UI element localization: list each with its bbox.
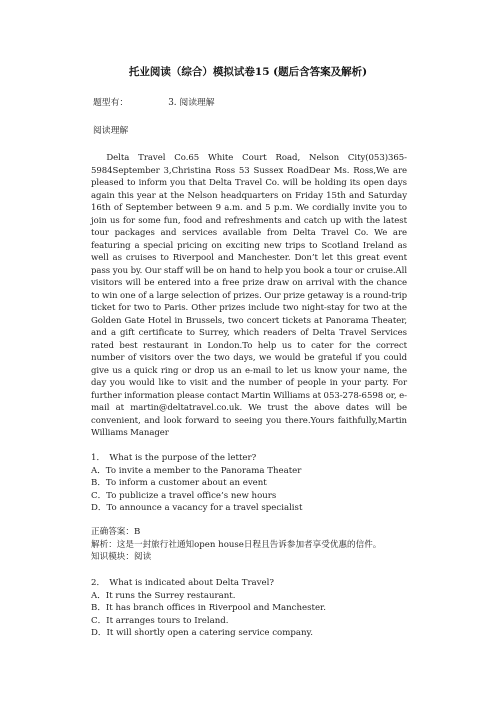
question-type-label: 题型有： <box>93 98 129 108</box>
document-title: 托业阅读（综合）模拟试卷15 (题后含答案及解析) <box>128 66 368 78</box>
question-2 <box>91 577 421 640</box>
question-stem: 1． What is the purpose of the letter? <box>91 453 257 463</box>
option-b: B．It has branch offices in Riverpool and Manchester. <box>91 603 326 613</box>
answer-analysis: 解析：这是一封旅行社通知open house日程且告诉参加者享受优惠的信件。 <box>91 539 382 550</box>
knowledge-module: 知识模块：阅读 <box>91 552 152 562</box>
option-c: C．It arranges tours to Ireland. <box>91 615 229 626</box>
option-c: C．To publicize a travel office’s new hours <box>91 490 277 501</box>
option-d: D．It will shortly open a catering service company. <box>91 628 313 638</box>
section-heading: 阅读理解 <box>93 126 129 136</box>
answer-block-1 <box>91 526 431 564</box>
option-a: A．It runs the Surrey restaurant. <box>91 590 236 601</box>
question-1 <box>91 452 421 515</box>
option-b: B．To inform a customer about an event <box>91 478 267 488</box>
question-stem: 2． What is indicated about Delta Travel? <box>91 578 274 588</box>
correct-answer: 正确答案：B <box>91 527 141 537</box>
option-d: D．To announce a vacancy for a travel specialist <box>91 503 303 513</box>
question-type-line <box>93 97 215 109</box>
question-type-value: 3. 阅读理解 <box>168 98 215 108</box>
reading-passage: Delta Travel Co.65 White Court Road, Nelson City(053)365-5984September 3,Christina Ross 53 Sussex RoadDear Ms. Ross,We are pleased to inform you that Delta Travel Co. will be holding its open days again this year at the Nelson headquarters on Friday 15th and Saturday 16th of September between 9 a.m. and 5 p.m. We cordially invite you to join us for some fun, food and refreshments and catch up with the latest tour packages and services available from Delta Travel Co. We are featuring a special pricing on exciting new trips to Scotland Ireland as well as cruises to Riverpool and Manchester. Don’t let this great event pass you by. Our staff will be on hand to help you book a tour or cruise.All visitors will be entered into a free prize draw on arrival with the chance to win one of a large selection of prizes. Our prize getaway is a round-trip ticket for two to Paris. Other prizes include two night-stay for two at the Golden Gate Hotel in Brussels, two concert tickets at Panorama Theater, and a gift certificate to Surrey, which readers of Delta Travel Services rated best restaurant in London.To help us to cater for the correct number of visitors over the two days, we would be grateful if you could give us a quick ring or drop us an e-mail to let us know your name, the day you would like to visit and the number of people in your party. For further information please contact Martin Williams at 053-278-6598 or, e-mail at martin@deltatravel.co.uk. We trust the above dates will be convenient, and look forward to seeing you there.Yours faithfully,Martin Williams Manager <box>91 153 407 438</box>
option-a: A．To invite a member to the Panorama Theater <box>91 465 302 476</box>
